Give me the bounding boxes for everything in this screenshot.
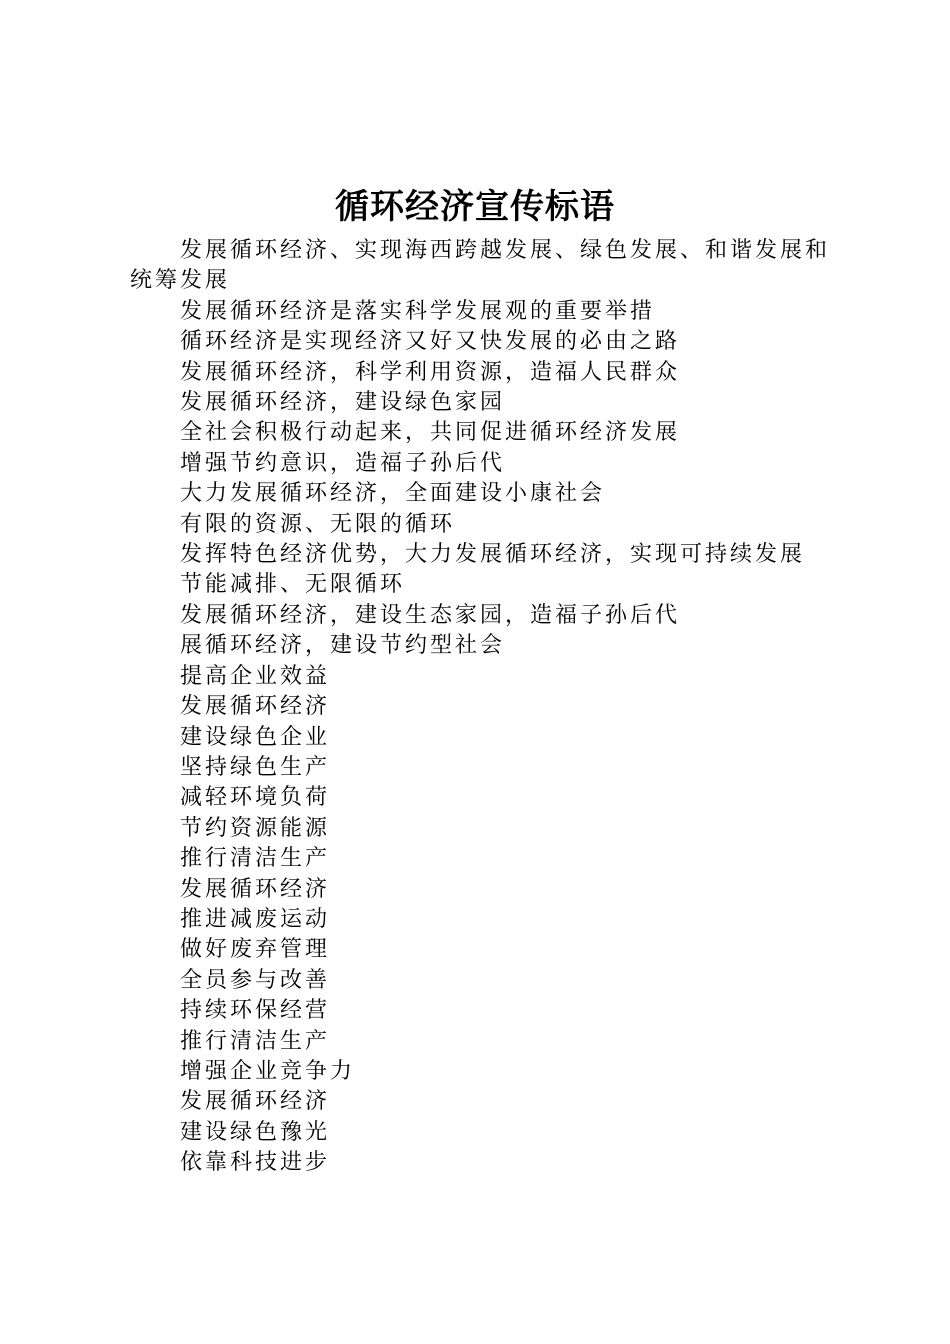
slogan-line: 推行清洁生产	[180, 1028, 331, 1054]
slogan-line: 展循环经济，建设节约型社会	[180, 633, 506, 659]
slogan-line: 增强企业竞争力	[180, 1058, 356, 1084]
slogan-line: 节能减排、无限循环	[180, 572, 406, 598]
slogan-line: 全社会积极行动起来，共同促进循环经济发展	[180, 420, 681, 446]
slogan-line: 发展循环经济是落实科学发展观的重要举措	[180, 298, 656, 324]
document-title: 循环经济宣传标语	[335, 187, 615, 227]
slogan-line: 做好废弃管理	[180, 937, 331, 963]
slogan-line: 建设绿色企业	[180, 724, 331, 750]
slogan-line: 推进减废运动	[180, 906, 331, 932]
slogan-line: 节约资源能源	[180, 815, 331, 841]
slogan-line: 增强节约意识，造福子孙后代	[180, 450, 506, 476]
document-body	[130, 236, 835, 1179]
slogan-line: 坚持绿色生产	[180, 754, 331, 780]
slogan-line: 循环经济是实现经济又好又快发展的必由之路	[180, 329, 681, 355]
slogan-line: 发展循环经济，建设生态家园，造福子孙后代	[180, 602, 681, 628]
slogan-line: 发展循环经济	[180, 876, 331, 902]
slogan-line: 发展循环经济，科学利用资源，造福人民群众	[180, 359, 681, 385]
slogan-line: 发展循环经济	[180, 694, 331, 720]
slogan-line: 发挥特色经济优势，大力发展循环经济，实现可持续发展	[180, 542, 806, 568]
slogan-line: 建设绿色豫光	[180, 1119, 331, 1145]
slogan-line: 依靠科技进步	[180, 1150, 331, 1176]
slogan-line: 减轻环境负荷	[180, 785, 331, 811]
slogan-line: 发展循环经济，建设绿色家园	[180, 390, 506, 416]
slogan-line: 全员参与改善	[180, 967, 331, 993]
slogan-line: 提高企业效益	[180, 663, 331, 689]
slogan-line: 持续环保经营	[180, 998, 331, 1024]
slogan-line: 发展循环经济、实现海西跨越发展、绿色发展、和谐发展和统筹发展	[130, 238, 831, 294]
slogan-line: 大力发展循环经济，全面建设小康社会	[180, 481, 606, 507]
slogan-line: 有限的资源、无限的循环	[180, 511, 456, 537]
slogan-line: 发展循环经济	[180, 1089, 331, 1115]
slogan-line: 推行清洁生产	[180, 846, 331, 872]
